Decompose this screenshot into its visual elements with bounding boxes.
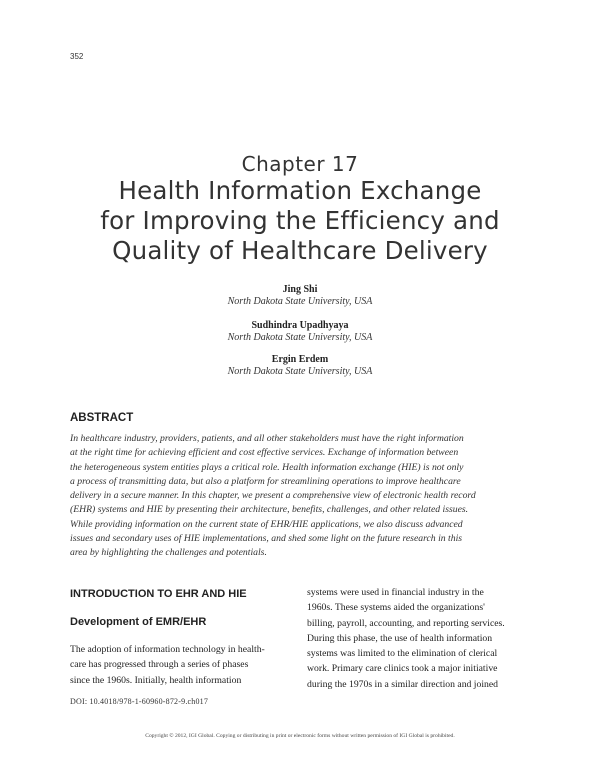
- author-block: [0, 284, 600, 308]
- abstract-line: a process of transmitting data, but also a platform for streamlining operations to improve healthcare: [70, 475, 461, 487]
- chapter-title-line: for Improving the Efficiency and: [100, 206, 500, 235]
- body-line: 1960s. These systems aided the organizations': [307, 602, 485, 614]
- abstract-body: [70, 432, 515, 561]
- body-line: during the 1970s in a similar direction and joined: [307, 678, 499, 690]
- abstract-line: While providing information on the current state of EHR/HIE applications, we also discuss advanced: [70, 518, 463, 530]
- author-block: [0, 354, 600, 378]
- body-line: since the 1960s. Initially, health information: [70, 674, 242, 686]
- section-heading: INTRODUCTION TO EHR AND HIE: [70, 588, 247, 600]
- author-affiliation: North Dakota State University, USA: [227, 296, 373, 307]
- abstract-heading: ABSTRACT: [70, 412, 134, 424]
- body-line: systems was limited to the elimination of clerical: [307, 648, 498, 660]
- chapter-title-line: Quality of Healthcare Delivery: [112, 236, 488, 265]
- chapter-title-line: Health Information Exchange: [118, 176, 482, 205]
- body-line: care has progressed through a series of phases: [70, 659, 249, 671]
- author-affiliation: North Dakota State University, USA: [227, 366, 373, 377]
- chapter-label: Chapter 17: [241, 152, 359, 176]
- right-column-text: [307, 585, 517, 692]
- body-line: During this phase, the use of health information: [307, 632, 493, 644]
- abstract-line: issues and secondary uses of HIE implementations, and shed some light on the future research in this: [70, 533, 463, 545]
- abstract-line: In healthcare industry, providers, patients, and all other stakeholders must have the right information: [70, 433, 464, 444]
- abstract-line: area by highlighting the challenges and potentials.: [70, 547, 267, 559]
- body-line: systems were used in financial industry in the: [307, 587, 484, 598]
- body-line: The adoption of information technology in health-: [70, 644, 265, 655]
- abstract-line: the heterogeneous system entities plays a critical role. Health information exchange (HIE) is not only: [70, 461, 464, 473]
- chapter-title: [40, 176, 560, 266]
- author-block: [0, 320, 600, 344]
- copyright-notice: Copyright © 2012, IGI Global. Copying or distributing in print or electronic forms without written permission of IGI Global is prohibited.: [145, 733, 455, 739]
- author-name: Sudhindra Upadhyaya: [251, 320, 349, 331]
- author-name: Ergin Erdem: [271, 354, 329, 365]
- abstract-line: delivery in a secure manner. In this chapter, we present a comprehensive view of electronic health record: [70, 490, 476, 502]
- subsection-heading: Development of EMR/EHR: [70, 616, 207, 628]
- author-affiliation: North Dakota State University, USA: [227, 332, 373, 343]
- left-column-text: [70, 642, 285, 688]
- abstract-line: (EHR) systems and HIE by presenting their architecture, benefits, challenges, and other related issues.: [70, 504, 469, 516]
- body-line: billing, payroll, accounting, and reporting services.: [307, 617, 505, 629]
- page-number: 352: [70, 52, 84, 61]
- doi: DOI: 10.4018/978-1-60960-872-9.ch017: [70, 697, 209, 706]
- abstract-line: at the right time for achieving efficient and cost effective services. Exchange of information between: [70, 447, 459, 459]
- body-line: work. Primary care clinics took a major initiative: [307, 663, 498, 675]
- author-name: Jing Shi: [282, 284, 318, 295]
